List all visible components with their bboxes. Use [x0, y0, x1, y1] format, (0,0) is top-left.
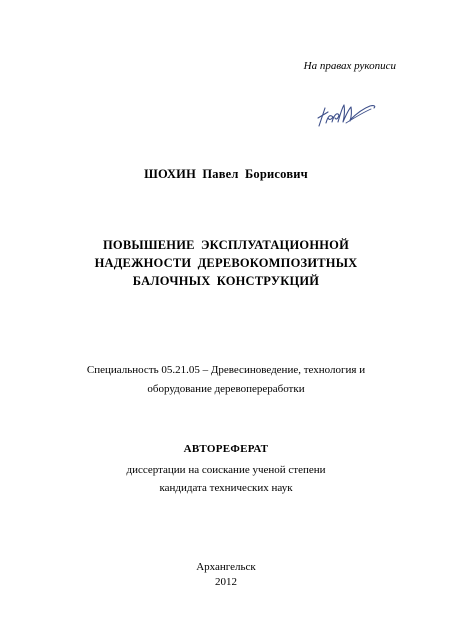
degree-line: диссертации на соискание ученой степени: [126, 464, 326, 476]
place-and-year: [0, 560, 452, 590]
rights-note: На правах рукописи: [303, 60, 396, 72]
dissertation-title: [0, 236, 452, 290]
specialty-line: оборудование деревопереработки: [147, 383, 305, 395]
document-type: АВТОРЕФЕРАТ: [183, 443, 269, 455]
specialty-line: Специальность 05.21.05 – Древесиноведение, технология и: [86, 364, 366, 376]
specialty: [0, 361, 452, 399]
city: Архангельск: [196, 561, 256, 573]
author-name: ШОХИН Павел Борисович: [144, 167, 308, 181]
degree-description: [0, 461, 452, 497]
title-line: БАЛОЧНЫХ КОНСТРУКЦИЙ: [132, 274, 320, 288]
title-line: ПОВЫШЕНИЕ ЭКСПЛУАТАЦИОННОЙ: [102, 238, 350, 252]
degree-line: кандидата технических наук: [159, 482, 293, 494]
title-line: НАДЕЖНОСТИ ДЕРЕВОКОМПОЗИТНЫХ: [94, 256, 358, 270]
handwritten-signature: [316, 96, 378, 130]
year: 2012: [215, 576, 237, 588]
